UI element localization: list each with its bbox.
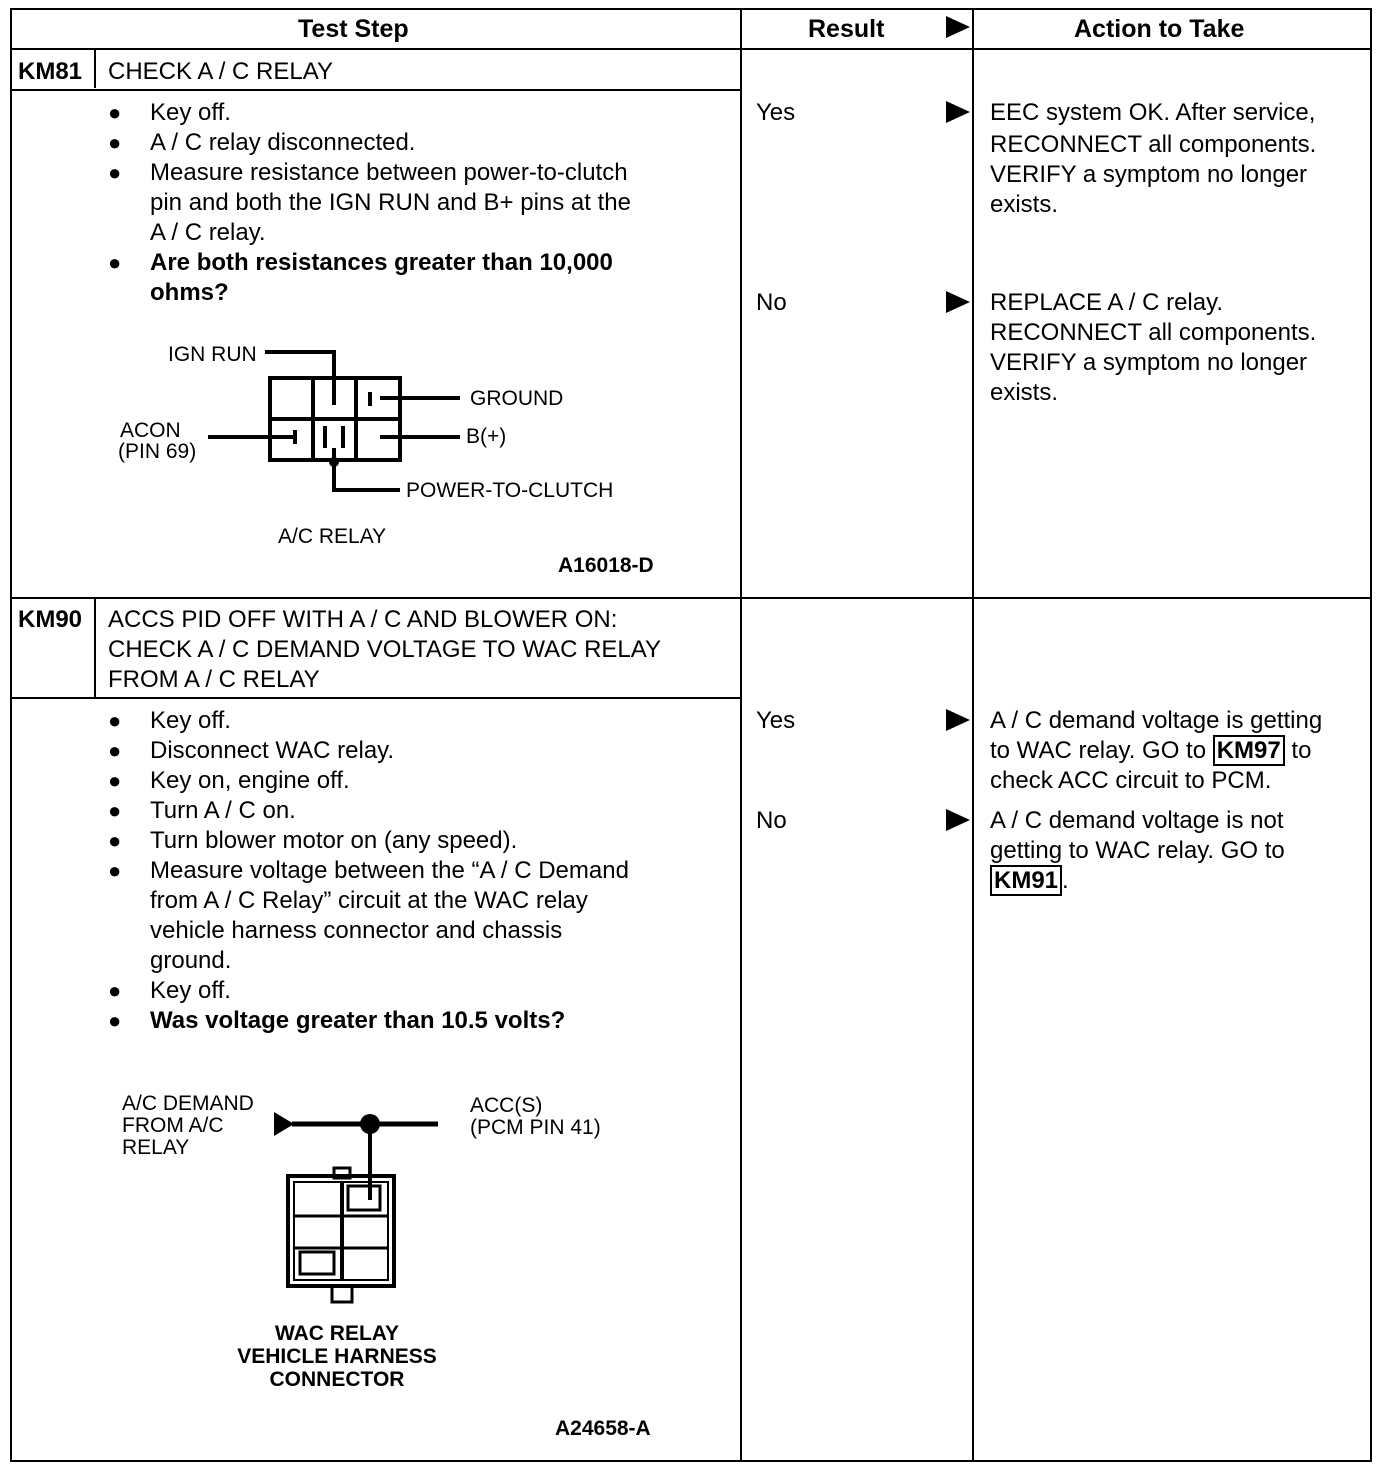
column-divider-action	[972, 8, 974, 1462]
km90-step-2: Disconnect WAC relay.	[150, 737, 395, 764]
km90-action-yes-line: check ACC circuit to PCM.	[990, 767, 1272, 794]
km81-step-4: Are both resistances greater than 10,000	[150, 249, 613, 276]
km81-action-no-line: VERIFY a symptom no longer	[990, 349, 1308, 376]
km81-step-2: A / C relay disconnected.	[150, 129, 416, 156]
km90-connector-diagram	[260, 1100, 480, 1310]
km90-label-demand-1: A/C DEMAND	[122, 1092, 254, 1115]
km81-label-pin69: (PIN 69)	[118, 440, 197, 463]
km90-action-no-line: A / C demand voltage is not	[990, 807, 1284, 834]
bullet-icon: ●	[108, 978, 122, 1003]
km90-action-no-line: getting to WAC relay. GO to	[990, 837, 1285, 864]
km81-figure-id: A16018-D	[558, 554, 654, 577]
km81-action-yes-line: VERIFY a symptom no longer	[990, 161, 1308, 188]
header-bottom-border	[10, 48, 1372, 50]
km81-action-yes-line: exists.	[990, 191, 1059, 218]
km81-title-underline	[10, 89, 740, 91]
km90-step-6b: from A / C Relay” circuit at the WAC relay	[150, 887, 588, 914]
section-divider	[10, 597, 1372, 599]
km90-step-8: Was voltage greater than 10.5 volts?	[150, 1007, 566, 1034]
km81-id: KM81	[18, 58, 83, 85]
km90-figure-id: A24658-A	[555, 1417, 651, 1440]
header-result: Result	[808, 15, 885, 43]
bullet-icon: ●	[108, 768, 122, 793]
km81-action-yes-line: RECONNECT all components.	[990, 131, 1317, 158]
km90-step-6d: ground.	[150, 947, 232, 974]
km81-step-3c: A / C relay.	[150, 219, 266, 246]
km81-label-bplus: B(+)	[466, 425, 507, 448]
km81-step-4b: ohms?	[150, 279, 229, 306]
table-top-border	[10, 8, 1372, 10]
bullet-icon: ●	[108, 738, 122, 763]
km81-label-power-to-clutch: POWER-TO-CLUTCH	[406, 479, 614, 502]
header-test-step: Test Step	[298, 15, 409, 43]
km90-caption-1: WAC RELAY	[274, 1322, 400, 1345]
bullet-icon: ●	[108, 858, 122, 883]
km90-title-line-3: FROM A / C RELAY	[108, 666, 320, 693]
goto-km97-link[interactable]: KM97	[1213, 735, 1285, 766]
table-left-border	[10, 8, 12, 1462]
km90-result-yes: Yes	[756, 707, 796, 734]
km81-action-no-line: RECONNECT all components.	[990, 319, 1317, 346]
km90-id: KM90	[18, 606, 83, 633]
km90-caption-3: CONNECTOR	[269, 1368, 405, 1391]
km90-label-accs-2: (PCM PIN 41)	[470, 1116, 601, 1139]
bullet-icon: ●	[108, 100, 122, 125]
header-action: Action to Take	[1074, 15, 1245, 43]
km90-action-yes-text: to WAC relay. GO to	[990, 737, 1213, 764]
km90-step-6: Measure voltage between the “A / C Demand	[150, 857, 629, 884]
km90-label-accs-1: ACC(S)	[470, 1094, 543, 1117]
km90-result-no: No	[756, 807, 787, 834]
km81-step-1: Key off.	[150, 99, 231, 126]
km81-result-yes: Yes	[756, 99, 796, 126]
km90-no-arrow-icon	[946, 809, 970, 831]
km90-action-yes-text: to	[1284, 737, 1312, 764]
km90-yes-arrow-icon	[946, 709, 970, 731]
km90-caption-2: VEHICLE HARNESS	[237, 1345, 437, 1368]
km81-step-3b: pin and both the IGN RUN and B+ pins at the	[150, 189, 631, 216]
km81-id-divider	[94, 50, 96, 88]
km90-title-line-2: CHECK A / C DEMAND VOLTAGE TO WAC RELAY	[108, 636, 662, 663]
km81-action-no-line: exists.	[990, 379, 1059, 406]
km90-label-demand-2: FROM A/C	[122, 1114, 224, 1137]
km90-id-divider	[94, 599, 96, 697]
bullet-icon: ●	[108, 1008, 122, 1033]
km90-action-no-text: .	[1062, 867, 1069, 894]
km81-step-3: Measure resistance between power-to-clutch	[150, 159, 628, 186]
km90-step-7: Key off.	[150, 977, 231, 1004]
km90-action-yes-line	[990, 736, 1311, 766]
table-right-border	[1370, 8, 1372, 1462]
km90-title-line-1: ACCS PID OFF WITH A / C AND BLOWER ON:	[108, 606, 618, 633]
km81-label-acon: ACON	[120, 419, 181, 442]
table-bottom-border	[10, 1460, 1372, 1462]
km90-step-5: Turn blower motor on (any speed).	[150, 827, 518, 854]
km90-step-6c: vehicle harness connector and chassis	[150, 917, 563, 944]
km81-title: CHECK A / C RELAY	[108, 58, 333, 85]
km90-step-1: Key off.	[150, 707, 231, 734]
km81-yes-arrow-icon	[946, 101, 970, 123]
header-arrow-icon	[946, 16, 970, 38]
km90-step-4: Turn A / C on.	[150, 797, 296, 824]
km81-action-yes-line: EEC system OK. After service,	[990, 99, 1316, 126]
km90-label-demand-3: RELAY	[122, 1136, 190, 1159]
bullet-icon: ●	[108, 160, 122, 185]
km81-no-arrow-icon	[946, 291, 970, 313]
km90-step-3: Key on, engine off.	[150, 767, 350, 794]
km81-action-no-line: REPLACE A / C relay.	[990, 289, 1223, 316]
bullet-icon: ●	[108, 708, 122, 733]
km81-result-no: No	[756, 289, 787, 316]
bullet-icon: ●	[108, 798, 122, 823]
km81-label-ground: GROUND	[470, 387, 564, 410]
km81-label-ign-run: IGN RUN	[168, 343, 257, 366]
km90-action-no-line	[990, 866, 1069, 896]
column-divider-result	[740, 8, 742, 1462]
km90-title-underline	[10, 697, 740, 699]
bullet-icon: ●	[108, 828, 122, 853]
km81-diagram-caption: A/C RELAY	[278, 525, 387, 548]
km90-action-yes-line: A / C demand voltage is getting	[990, 707, 1323, 734]
bullet-icon: ●	[108, 130, 122, 155]
goto-km91-link[interactable]: KM91	[990, 865, 1062, 896]
bullet-icon: ●	[108, 250, 122, 275]
